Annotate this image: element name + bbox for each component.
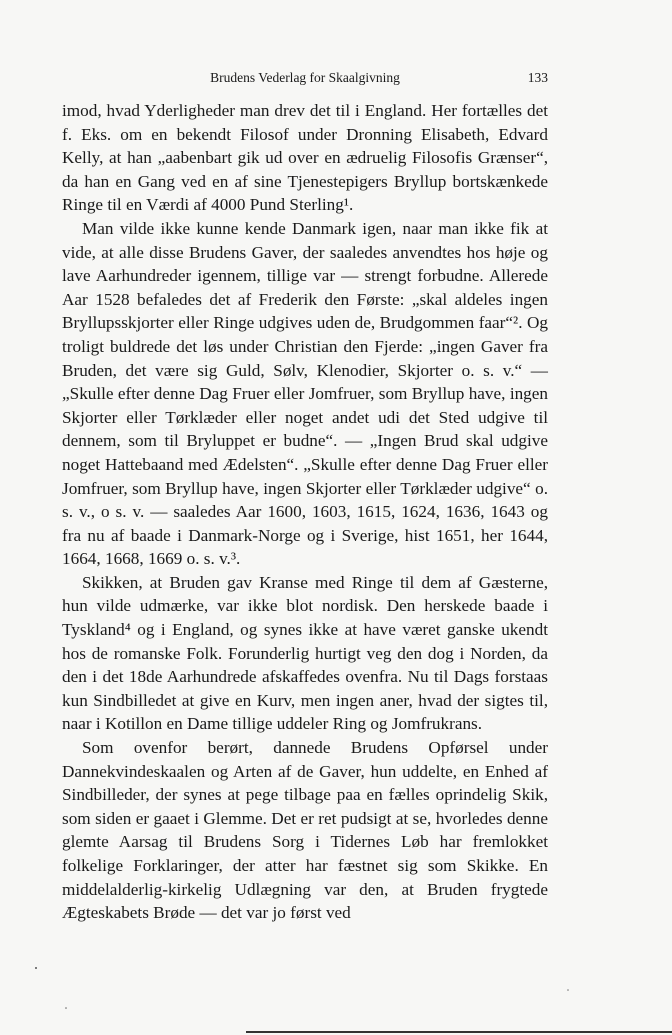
body-text: [62, 99, 548, 925]
paragraph-3: Skikken, at Bruden gav Kranse med Ringe til dem af Gæsterne, hun vilde udmærke, var ikke blot nordisk. Den herskede baade i Tyskland⁴ og i England, og synes ikke at have været ganske ukendt hos de romanske Folk. Forunderlig hurtigt veg den dog i Norden, da den i det 18de Aarhundrede afskaffedes ovenfra. Nu til Dags forstaas kun Sindbilledet at give en Kurv, men ingen aner, hvad der sigtes til, naar i Kotillon en Dame tillige uddeler Ring og Jomfrukrans.: [62, 572, 548, 734]
paragraph-4: Som ovenfor berørt, dannede Brudens Opførsel under Dannekvindeskaalen og Arten af de Gaver, hun uddelte, en Enhed af Sindbilleder, der synes at pege tilbage paa en fælles oprindelig Skik, som siden er gaaet i Glemme. Det er ret pudsigt at se, hvorledes denne glemte Aarsag til Brudens Sorg i Tidernes Løb har fremlokket folkelige Forklaringer, der atter har fæstnet sig som Skikke. En middelalderlig-kirkelig Udlægning var den, at Bruden frygtede Ægteskabets Brøde — det var jo først ved: [62, 738, 548, 923]
paragraph-1: imod, hvad Yderligheder man drev det til i England. Her fortælles det f. Eks. om en bekendt Filosof under Dronning Elisabeth, Edvard Kelly, at han „aabenbart gik ud over en ædruelig Filosofis Grænser“, da han en Gang ved en af sine Tjenestepigers Bryllup bortskænkede Ringe til en Værdi af 4000 Pund Sterling¹.: [62, 101, 548, 215]
running-header: [62, 70, 548, 92]
page-edge-line: [246, 1031, 672, 1033]
paragraph-2: Man vilde ikke kunne kende Danmark igen, naar man ikke fik at vide, at alle disse Brudens Gaver, der saaledes anvendtes hos høje og lave Aarhundreder igennem, tillige var — strengt forbudne. Allerede Aar 1528 befaledes det af Frederik den Første: „skal aldeles ingen Bryllupsskjorter eller Ringe udgives uden de, Brudgommen faar“². Og troligt buldrede det løs under Christian den Fjerde: „ingen Gaver fra Bruden, det være sig Guld, Sølv, Klenodier, Skjorter o. s. v.“ — „Skulle efter denne Dag Fruer eller Jomfruer, som Bryllup have, ingen Skjorter eller Tørklæder eller noget andet udi det Sted udgive til dennem, som til Bryluppet er budne“. — „Ingen Brud skal udgive noget Hattebaand med Ædelsten“. „Skulle efter denne Dag Fruer eller Jomfruer, som Bryllup have, ingen Skjorter eller Tørklæder udgive“ o. s. v., o s. v. — saaledes Aar 1600, 1603, 1615, 1624, 1636, 1643 og fra nu af baade i Danmark-Norge og i Sverige, hist 1651, her 1644, 1664, 1668, 1669 o. s. v.³.: [62, 218, 548, 569]
running-title: Brudens Vederlag for Skaalgivning: [210, 70, 400, 85]
page-number: 133: [527, 70, 548, 85]
